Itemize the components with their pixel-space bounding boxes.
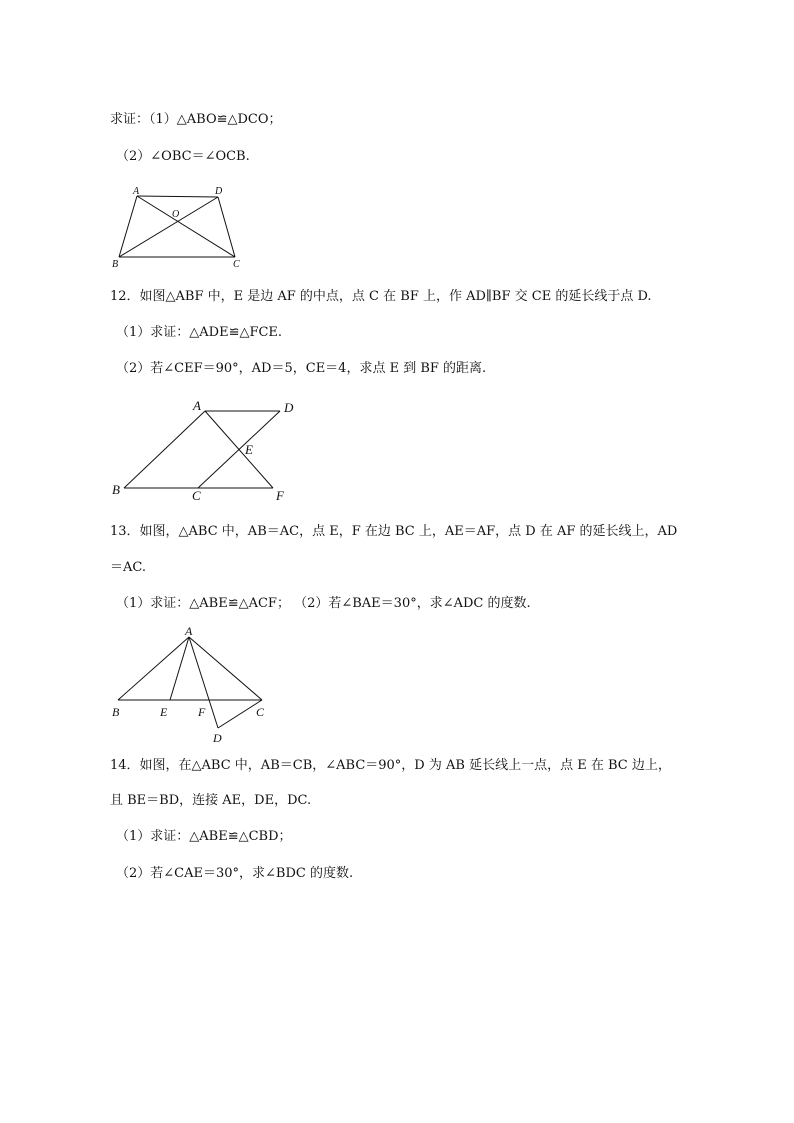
q13-label-F: F [198, 705, 206, 719]
q11-part2: （2）∠OBC＝∠OCB. [116, 149, 250, 164]
q14-part1: （1）求证：△ABE≌△CBD； [116, 829, 292, 844]
q12-label-D: D [284, 400, 294, 415]
q11-label-D: D [215, 186, 223, 197]
q11-label-O: O [172, 209, 180, 220]
q12-label-B: B [112, 482, 120, 497]
q13-label-A: A [185, 624, 193, 638]
q13-stem-line1: 13．如图，△ABC 中，AB＝AC，点 E，F 在边 BC 上，AE＝AF，点 D 在 AF 的延长线上，AD [110, 524, 678, 539]
q12-label-E: E [245, 442, 253, 457]
q13-label-E: E [160, 705, 168, 719]
q13-label-C: C [256, 705, 265, 719]
q11-prove-statement: 求证：（1）△ABO≌△DCO； [110, 112, 282, 127]
q13-parts: （1）求证：△ABE≌△ACF； （2）若∠BAE＝30°，求∠ADC 的度数. [116, 596, 531, 611]
q13-stem-line2: ＝AC. [110, 560, 147, 575]
q14-stem-line2: 且 BE＝BD，连接 AE，DE，DC. [110, 793, 312, 808]
q12-label-F: F [276, 488, 284, 503]
q12-label-C: C [192, 488, 201, 503]
q12-label-A: A [193, 398, 201, 413]
q14-stem-line1: 14．如图，在△ABC 中，AB＝CB，∠ABC＝90°，D 为 AB 延长线上一点，点 E 在 BC 边上， [110, 758, 671, 773]
q11-label-C: C [233, 259, 240, 270]
q14-part2: （2）若∠CAE＝30°，求∠BDC 的度数. [116, 866, 354, 881]
q12-stem: 12．如图△ABF 中，E 是边 AF 的中点，点 C 在 BF 上，作 AD∥BF 交 CE 的延长线于点 D. [110, 289, 652, 304]
q13-label-D: D [213, 731, 222, 745]
q11-label-B: B [112, 259, 119, 270]
q11-label-A: A [133, 186, 140, 197]
q12-part1: （1）求证：△ADE≌△FCE. [116, 325, 283, 340]
q12-part2: （2）若∠CEF＝90°，AD＝5，CE＝4，求点 E 到 BF 的距离. [116, 361, 487, 376]
q13-label-B: B [112, 705, 120, 719]
